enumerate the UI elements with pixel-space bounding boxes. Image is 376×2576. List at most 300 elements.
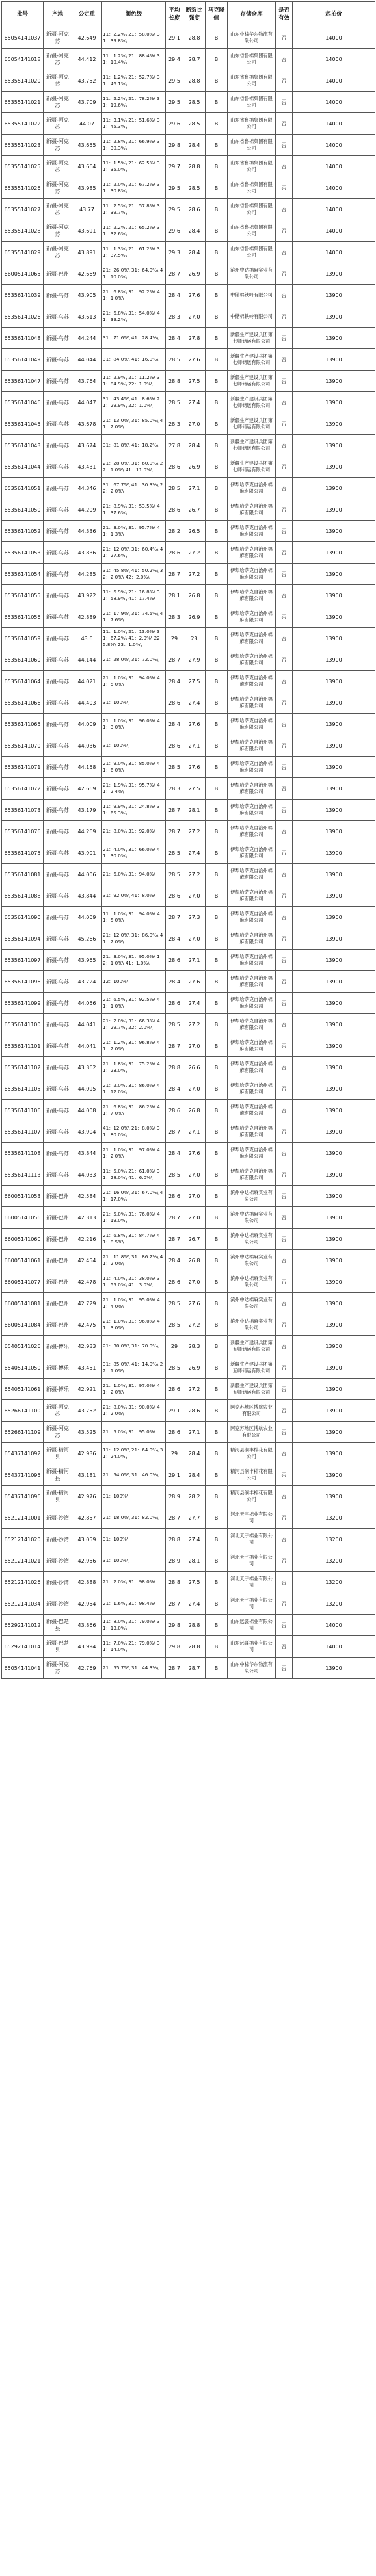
start-price-cell: 13900 xyxy=(293,328,375,349)
valid-cell: 否 xyxy=(276,1422,293,1443)
net-weight-cell: 44.008 xyxy=(72,1100,102,1121)
valid-cell: 否 xyxy=(276,456,293,478)
micronaire-cell: B xyxy=(206,778,228,800)
start-price-cell: 13900 xyxy=(293,499,375,521)
avg-length-cell: 28.5 xyxy=(166,842,183,864)
color-grade-cell: 21：17.9%\ 31：74.5%\ 41：7.6%\ xyxy=(102,606,166,628)
micronaire-cell: B xyxy=(206,1100,228,1121)
strength-cell: 27.7 xyxy=(183,1507,206,1529)
warehouse-cell: 滨州中达棉麻实业有限公司 xyxy=(228,1207,276,1229)
valid-cell: 否 xyxy=(276,521,293,542)
start-price-cell: 13900 xyxy=(293,371,375,392)
net-weight-cell: 43.844 xyxy=(72,1143,102,1164)
net-weight-cell: 43.891 xyxy=(72,242,102,263)
net-weight-cell: 42.669 xyxy=(72,778,102,800)
lot-number-cell: 65212141034 xyxy=(2,1593,44,1615)
warehouse-cell: 伊犁哈萨克自治州棉麻有限公司 xyxy=(228,778,276,800)
warehouse-cell: 伊犁哈萨克自治州棉麻有限公司 xyxy=(228,606,276,628)
valid-cell: 否 xyxy=(276,993,293,1014)
strength-cell: 28.4 xyxy=(183,242,206,263)
warehouse-cell: 伊犁哈萨克自治州棉麻有限公司 xyxy=(228,1100,276,1121)
net-weight-cell: 44.412 xyxy=(72,49,102,70)
valid-cell: 否 xyxy=(276,177,293,199)
strength-cell: 27.1 xyxy=(183,1121,206,1143)
avg-length-cell: 29.8 xyxy=(166,135,183,156)
color-grade-cell: 21：6.8%\ 31：92.2%\ 41：1.0%\ xyxy=(102,285,166,306)
color-grade-cell: 21：28.0%\ 31：60.0%\ 22：1.0%\ 41：11.0%\ xyxy=(102,456,166,478)
start-price-cell: 13900 xyxy=(293,1078,375,1100)
table-row xyxy=(2,1636,375,1658)
lot-number-cell: 65437141095 xyxy=(2,1464,44,1486)
avg-length-cell: 29 xyxy=(166,1336,183,1357)
strength-cell: 27.4 xyxy=(183,392,206,413)
valid-cell: 否 xyxy=(276,564,293,585)
start-price-cell: 14000 xyxy=(293,113,375,135)
valid-cell: 否 xyxy=(276,306,293,328)
color-grade-cell: 21：2.0%\ 31：66.3%\ 41：29.7%\ 22：2.0%\ xyxy=(102,1014,166,1035)
lot-number-cell: 65356141096 xyxy=(2,971,44,993)
micronaire-cell: B xyxy=(206,564,228,585)
micronaire-cell: B xyxy=(206,971,228,993)
micronaire-cell: B xyxy=(206,27,228,49)
lot-number-cell: 65356141048 xyxy=(2,328,44,349)
net-weight-cell: 42.956 xyxy=(72,1550,102,1572)
valid-cell: 否 xyxy=(276,113,293,135)
origin-cell: 新疆-巴州 xyxy=(44,1271,72,1293)
start-price-cell: 13900 xyxy=(293,1057,375,1078)
start-price-cell: 13900 xyxy=(293,714,375,735)
strength-cell: 27.1 xyxy=(183,950,206,971)
color-grade-cell: 21：26.0%\ 31：64.0%\ 41：10.0%\ xyxy=(102,263,166,285)
table-row xyxy=(2,821,375,842)
micronaire-cell: B xyxy=(206,1035,228,1057)
table-row xyxy=(2,950,375,971)
micronaire-cell: B xyxy=(206,1229,228,1250)
warehouse-cell: 滨州中达棉麻实业有限公司 xyxy=(228,1271,276,1293)
color-grade-cell: 41：12.0%\ 21：8.0%\ 31：80.0%\ xyxy=(102,1121,166,1143)
net-weight-cell: 43.6 xyxy=(72,628,102,649)
color-grade-cell: 21：1.0%\ 31：95.0%\ 41：4.0%\ xyxy=(102,1293,166,1314)
strength-cell: 27.0 xyxy=(183,1164,206,1186)
strength-cell: 27.2 xyxy=(183,1014,206,1035)
net-weight-cell: 43.655 xyxy=(72,135,102,156)
table-row xyxy=(2,1658,375,1679)
net-weight-cell: 42.454 xyxy=(72,1250,102,1271)
color-grade-cell: 31：100%\ xyxy=(102,692,166,714)
origin-cell: 新疆-乌苏 xyxy=(44,306,72,328)
net-weight-cell: 44.056 xyxy=(72,993,102,1014)
valid-cell: 否 xyxy=(276,1057,293,1078)
origin-cell: 新疆-博乐 xyxy=(44,1379,72,1400)
start-price-cell: 13900 xyxy=(293,778,375,800)
lot-number-cell: 65356141097 xyxy=(2,950,44,971)
table-row xyxy=(2,757,375,778)
strength-cell: 27.5 xyxy=(183,671,206,692)
warehouse-cell: 河北天宇棉业有限公司 xyxy=(228,1572,276,1593)
origin-cell: 新疆-乌苏 xyxy=(44,993,72,1014)
avg-length-cell: 28.6 xyxy=(166,692,183,714)
warehouse-cell: 新疆生产建设兵团第七师储运有限公司 xyxy=(228,392,276,413)
lot-number-cell: 65356141070 xyxy=(2,735,44,757)
strength-cell: 28.1 xyxy=(183,800,206,821)
valid-cell: 否 xyxy=(276,1078,293,1100)
start-price-cell: 13900 xyxy=(293,1658,375,1679)
color-grade-cell: 21：4.0%\ 31：66.0%\ 41：30.0%\ xyxy=(102,842,166,864)
avg-length-cell: 29.3 xyxy=(166,242,183,263)
valid-cell: 否 xyxy=(276,542,293,564)
warehouse-cell: 精河县润丰棉花有限公司 xyxy=(228,1464,276,1486)
net-weight-cell: 44.144 xyxy=(72,649,102,671)
micronaire-cell: B xyxy=(206,1121,228,1143)
net-weight-cell: 43.965 xyxy=(72,950,102,971)
table-row xyxy=(2,1014,375,1035)
valid-cell: 否 xyxy=(276,1014,293,1035)
table-row xyxy=(2,928,375,950)
color-grade-cell: 21：13.0%\ 31：85.0%\ 41：2.0%\ xyxy=(102,413,166,435)
valid-cell: 否 xyxy=(276,1121,293,1143)
table-row xyxy=(2,156,375,177)
strength-cell: 28.8 xyxy=(183,1615,206,1636)
lot-number-cell: 65212141020 xyxy=(2,1529,44,1550)
origin-cell: 新疆-乌苏 xyxy=(44,692,72,714)
valid-cell: 否 xyxy=(276,649,293,671)
net-weight-cell: 42.475 xyxy=(72,1314,102,1336)
valid-cell: 否 xyxy=(276,885,293,907)
color-grade-cell: 11：2.0%\ 21：67.2%\ 31：30.8%\ xyxy=(102,177,166,199)
avg-length-cell: 29.6 xyxy=(166,220,183,242)
color-grade-cell: 31：100%\ xyxy=(102,1550,166,1572)
avg-length-cell: 28.4 xyxy=(166,328,183,349)
table-row xyxy=(2,1550,375,1572)
color-grade-cell: 11：2.2%\ 21：78.2%\ 31：19.6%\ xyxy=(102,92,166,113)
avg-length-cell: 29.5 xyxy=(166,199,183,220)
origin-cell: 新疆-阿克苏 xyxy=(44,49,72,70)
lot-number-cell: 65212141001 xyxy=(2,1507,44,1529)
table-row xyxy=(2,1572,375,1593)
micronaire-cell: B xyxy=(206,1250,228,1271)
lot-number-cell: 65356141053 xyxy=(2,542,44,564)
origin-cell: 新疆-乌苏 xyxy=(44,1057,72,1078)
origin-cell: 新疆-精河县 xyxy=(44,1464,72,1486)
color-grade-cell: 21：1.0%\ 31：97.0%\ 41：2.0%\ xyxy=(102,1143,166,1164)
warehouse-cell: 河北天宇棉业有限公司 xyxy=(228,1529,276,1550)
net-weight-cell: 44.07 xyxy=(72,113,102,135)
net-weight-cell: 43.179 xyxy=(72,800,102,821)
origin-cell: 新疆-乌苏 xyxy=(44,606,72,628)
warehouse-cell: 伊犁哈萨克自治州棉麻有限公司 xyxy=(228,692,276,714)
avg-length-cell: 28.7 xyxy=(166,1207,183,1229)
start-price-cell: 13900 xyxy=(293,1486,375,1507)
warehouse-cell: 山东省鲁棉集团有限公司 xyxy=(228,70,276,92)
warehouse-cell: 伊犁哈萨克自治州棉麻有限公司 xyxy=(228,585,276,606)
lot-number-cell: 65212141026 xyxy=(2,1572,44,1593)
origin-cell: 新疆-乌苏 xyxy=(44,1143,72,1164)
avg-length-cell: 29 xyxy=(166,1443,183,1464)
lot-number-cell: 65356141051 xyxy=(2,478,44,499)
start-price-cell: 13900 xyxy=(293,285,375,306)
strength-cell: 27.5 xyxy=(183,778,206,800)
origin-cell: 新疆-乌苏 xyxy=(44,628,72,649)
net-weight-cell: 42.857 xyxy=(72,1507,102,1529)
start-price-cell: 13900 xyxy=(293,542,375,564)
lot-number-cell: 65356141047 xyxy=(2,371,44,392)
warehouse-cell: 伊犁哈萨克自治州棉麻有限公司 xyxy=(228,928,276,950)
valid-cell: 否 xyxy=(276,135,293,156)
lot-number-cell: 65266141109 xyxy=(2,1422,44,1443)
micronaire-cell: B xyxy=(206,671,228,692)
color-grade-cell: 21：11.8%\ 31：86.2%\ 41：2.0%\ xyxy=(102,1250,166,1271)
net-weight-cell: 45.266 xyxy=(72,928,102,950)
micronaire-cell: B xyxy=(206,1615,228,1636)
micronaire-cell: B xyxy=(206,70,228,92)
table-row xyxy=(2,92,375,113)
strength-cell: 27.4 xyxy=(183,692,206,714)
table-row xyxy=(2,1207,375,1229)
strength-cell: 28.4 xyxy=(183,135,206,156)
warehouse-cell: 伊犁哈萨克自治州棉麻有限公司 xyxy=(228,1057,276,1078)
strength-cell: 27.8 xyxy=(183,328,206,349)
lot-number-cell: 66005141053 xyxy=(2,1186,44,1207)
avg-length-cell: 28.5 xyxy=(166,1314,183,1336)
avg-length-cell: 28.9 xyxy=(166,1550,183,1572)
strength-cell: 28.6 xyxy=(183,1400,206,1422)
micronaire-cell: B xyxy=(206,821,228,842)
origin-cell: 新疆-博乐 xyxy=(44,1357,72,1379)
color-grade-cell: 21：8.0%\ 31：92.0%\ xyxy=(102,821,166,842)
warehouse-cell: 新疆生产建设兵团第七师储运有限公司 xyxy=(228,456,276,478)
table-row xyxy=(2,478,375,499)
avg-length-cell: 28.6 xyxy=(166,950,183,971)
warehouse-cell: 伊犁哈萨克自治州棉麻有限公司 xyxy=(228,885,276,907)
color-grade-cell: 11：7.0%\ 21：79.0%\ 31：14.0%\ xyxy=(102,1636,166,1658)
net-weight-cell: 43.994 xyxy=(72,1636,102,1658)
origin-cell: 新疆-乌苏 xyxy=(44,542,72,564)
table-row xyxy=(2,1486,375,1507)
micronaire-cell: B xyxy=(206,714,228,735)
warehouse-cell: 山东省鲁棉集团有限公司 xyxy=(228,92,276,113)
avg-length-cell: 28.4 xyxy=(166,1078,183,1100)
avg-length-cell: 29.1 xyxy=(166,27,183,49)
color-grade-cell: 31：100%\ xyxy=(102,1529,166,1550)
start-price-cell: 14000 xyxy=(293,220,375,242)
table-row xyxy=(2,1357,375,1379)
net-weight-cell: 44.044 xyxy=(72,349,102,371)
start-price-cell: 14000 xyxy=(293,135,375,156)
strength-cell: 26.9 xyxy=(183,1357,206,1379)
table-row xyxy=(2,177,375,199)
strength-cell: 28.8 xyxy=(183,27,206,49)
lot-number-cell: 65356141065 xyxy=(2,714,44,735)
color-grade-cell: 21：1.0%\ 31：96.0%\ 41：3.0%\ xyxy=(102,1314,166,1336)
table-row xyxy=(2,628,375,649)
strength-cell: 27.2 xyxy=(183,1314,206,1336)
lot-number-cell: 65356141066 xyxy=(2,692,44,714)
warehouse-cell: 伊犁哈萨克自治州棉麻有限公司 xyxy=(228,1143,276,1164)
valid-cell: 否 xyxy=(276,714,293,735)
lot-number-cell: 65356141102 xyxy=(2,1057,44,1078)
table-row xyxy=(2,649,375,671)
start-price-cell: 13900 xyxy=(293,907,375,928)
net-weight-cell: 43.77 xyxy=(72,199,102,220)
strength-cell: 27.6 xyxy=(183,714,206,735)
start-price-cell: 13900 xyxy=(293,1293,375,1314)
color-grade-cell: 21：1.0%\ 31：94.0%\ 41：5.0%\ xyxy=(102,671,166,692)
lot-number-cell: 65356141049 xyxy=(2,349,44,371)
color-grade-cell: 21：3.0%\ 31：95.0%\ 12：1.0%\ 41：1.0%\ xyxy=(102,950,166,971)
micronaire-cell: B xyxy=(206,1143,228,1164)
strength-cell: 28.8 xyxy=(183,156,206,177)
avg-length-cell: 28.4 xyxy=(166,1143,183,1164)
strength-cell: 26.9 xyxy=(183,263,206,285)
start-price-cell: 13900 xyxy=(293,1121,375,1143)
origin-cell: 新疆-沙湾 xyxy=(44,1529,72,1550)
origin-cell: 新疆-乌苏 xyxy=(44,778,72,800)
warehouse-cell: 山东远疆棉业有限公司 xyxy=(228,1636,276,1658)
valid-cell: 否 xyxy=(276,499,293,521)
net-weight-cell: 42.478 xyxy=(72,1271,102,1293)
strength-cell: 27.2 xyxy=(183,1379,206,1400)
warehouse-cell: 伊犁哈萨克自治州棉麻有限公司 xyxy=(228,993,276,1014)
color-grade-cell: 21：1.2%\ 31：96.8%\ 41：2.0%\ xyxy=(102,1035,166,1057)
strength-cell: 28.5 xyxy=(183,177,206,199)
start-price-cell: 13900 xyxy=(293,606,375,628)
warehouse-cell: 阿克苏地区博航农业有限公司 xyxy=(228,1422,276,1443)
color-grade-cell: 11：2.2%\ 21：65.2%\ 31：32.6%\ xyxy=(102,220,166,242)
lot-number-cell: 65356141101 xyxy=(2,1035,44,1057)
avg-length-cell: 28.6 xyxy=(166,499,183,521)
origin-cell: 新疆-乌苏 xyxy=(44,564,72,585)
micronaire-cell: B xyxy=(206,413,228,435)
lot-number-cell: 65355141021 xyxy=(2,92,44,113)
lot-number-cell: 66005141060 xyxy=(2,1229,44,1250)
valid-cell: 否 xyxy=(276,435,293,456)
table-row xyxy=(2,242,375,263)
origin-cell: 新疆-巴楚县 xyxy=(44,1636,72,1658)
strength-cell: 27.0 xyxy=(183,1078,206,1100)
warehouse-cell: 山东远疆棉业有限公司 xyxy=(228,1615,276,1636)
start-price-cell: 13200 xyxy=(293,1529,375,1550)
origin-cell: 新疆-乌苏 xyxy=(44,1014,72,1035)
lot-number-cell: 65356141106 xyxy=(2,1100,44,1121)
origin-cell: 新疆-乌苏 xyxy=(44,328,72,349)
table-row xyxy=(2,1100,375,1121)
start-price-cell: 13900 xyxy=(293,735,375,757)
strength-cell: 28.8 xyxy=(183,70,206,92)
start-price-cell: 13900 xyxy=(293,800,375,821)
avg-length-cell: 28.6 xyxy=(166,1379,183,1400)
micronaire-cell: B xyxy=(206,478,228,499)
table-row xyxy=(2,521,375,542)
origin-cell: 新疆-乌苏 xyxy=(44,1121,72,1143)
lot-number-cell: 66005141081 xyxy=(2,1293,44,1314)
strength-cell: 28.4 xyxy=(183,1443,206,1464)
strength-cell: 28.1 xyxy=(183,1550,206,1572)
color-grade-cell: 21：3.0%\ 31：95.7%\ 41：1.3%\ xyxy=(102,521,166,542)
table-row xyxy=(2,113,375,135)
origin-cell: 新疆-乌苏 xyxy=(44,371,72,392)
lot-number-cell: 65355141025 xyxy=(2,156,44,177)
avg-length-cell: 28.7 xyxy=(166,1035,183,1057)
table-row xyxy=(2,671,375,692)
lot-number-cell: 65356141055 xyxy=(2,585,44,606)
table-row xyxy=(2,1422,375,1443)
lot-number-cell: 65356141052 xyxy=(2,521,44,542)
lot-number-cell: 65355141029 xyxy=(2,242,44,263)
net-weight-cell: 44.021 xyxy=(72,671,102,692)
origin-cell: 新疆-阿克苏 xyxy=(44,220,72,242)
start-price-cell: 13900 xyxy=(293,1014,375,1035)
net-weight-cell: 42.313 xyxy=(72,1207,102,1229)
valid-cell: 否 xyxy=(276,1572,293,1593)
color-grade-cell: 31：85.0%\ 41：14.0%\ 22：1.0%\ xyxy=(102,1357,166,1379)
warehouse-cell: 伊犁哈萨克自治州棉麻有限公司 xyxy=(228,564,276,585)
micronaire-cell: B xyxy=(206,263,228,285)
valid-cell: 否 xyxy=(276,242,293,263)
avg-length-cell: 28.6 xyxy=(166,1186,183,1207)
header-valid: 是否有效 xyxy=(276,2,293,27)
avg-length-cell: 28.5 xyxy=(166,1014,183,1035)
start-price-cell: 14000 xyxy=(293,1636,375,1658)
start-price-cell: 13900 xyxy=(293,757,375,778)
origin-cell: 新疆-阿克苏 xyxy=(44,1422,72,1443)
color-grade-cell: 21：1.0%\ 31：97.0%\ 41：2.0%\ xyxy=(102,1379,166,1400)
avg-length-cell: 28.4 xyxy=(166,671,183,692)
warehouse-cell: 新疆生产建设兵团第七师储运有限公司 xyxy=(228,435,276,456)
avg-length-cell: 27.8 xyxy=(166,435,183,456)
strength-cell: 27.4 xyxy=(183,1529,206,1550)
origin-cell: 新疆-巴楚县 xyxy=(44,1615,72,1636)
lot-number-cell: 65405141026 xyxy=(2,1336,44,1357)
warehouse-cell: 滨州中达棉麻实业有限公司 xyxy=(228,1250,276,1271)
net-weight-cell: 43.752 xyxy=(72,70,102,92)
warehouse-cell: 河北天宇棉业有限公司 xyxy=(228,1550,276,1572)
origin-cell: 新疆-巴州 xyxy=(44,1293,72,1314)
color-grade-cell: 31：84.0%\ 41：16.0%\ xyxy=(102,349,166,371)
avg-length-cell: 29.5 xyxy=(166,70,183,92)
origin-cell: 新疆-阿克苏 xyxy=(44,242,72,263)
valid-cell: 否 xyxy=(276,778,293,800)
start-price-cell: 13900 xyxy=(293,1314,375,1336)
origin-cell: 新疆-乌苏 xyxy=(44,800,72,821)
origin-cell: 新疆-巴州 xyxy=(44,1229,72,1250)
table-row xyxy=(2,27,375,49)
strength-cell: 27.5 xyxy=(183,371,206,392)
origin-cell: 新疆-乌苏 xyxy=(44,349,72,371)
color-grade-cell: 21：2.0%\ 31：98.0%\ xyxy=(102,1572,166,1593)
warehouse-cell: 伊犁哈萨克自治州棉麻有限公司 xyxy=(228,714,276,735)
valid-cell: 否 xyxy=(276,1229,293,1250)
warehouse-cell: 精河县润丰棉花有限公司 xyxy=(228,1443,276,1464)
table-row xyxy=(2,1529,375,1550)
micronaire-cell: B xyxy=(206,692,228,714)
start-price-cell: 13900 xyxy=(293,1422,375,1443)
warehouse-cell: 滨州中达棉麻实业有限公司 xyxy=(228,1314,276,1336)
valid-cell: 否 xyxy=(276,1443,293,1464)
avg-length-cell: 28.9 xyxy=(166,1486,183,1507)
table-row xyxy=(2,1464,375,1486)
origin-cell: 新疆-阿克苏 xyxy=(44,199,72,220)
color-grade-cell: 31：67.7%\ 41：30.3%\ 22：2.0%\ xyxy=(102,478,166,499)
net-weight-cell: 43.431 xyxy=(72,456,102,478)
strength-cell: 26.7 xyxy=(183,1229,206,1250)
lot-number-cell: 65356141081 xyxy=(2,864,44,885)
color-grade-cell: 21：1.6%\ 31：98.4%\ xyxy=(102,1593,166,1615)
color-grade-cell: 11：6.9%\ 21：16.8%\ 31：58.9%\ 41：17.4%\ xyxy=(102,585,166,606)
cotton-lot-table xyxy=(1,1,375,1679)
origin-cell: 新疆-乌苏 xyxy=(44,821,72,842)
micronaire-cell: B xyxy=(206,606,228,628)
micronaire-cell: B xyxy=(206,92,228,113)
